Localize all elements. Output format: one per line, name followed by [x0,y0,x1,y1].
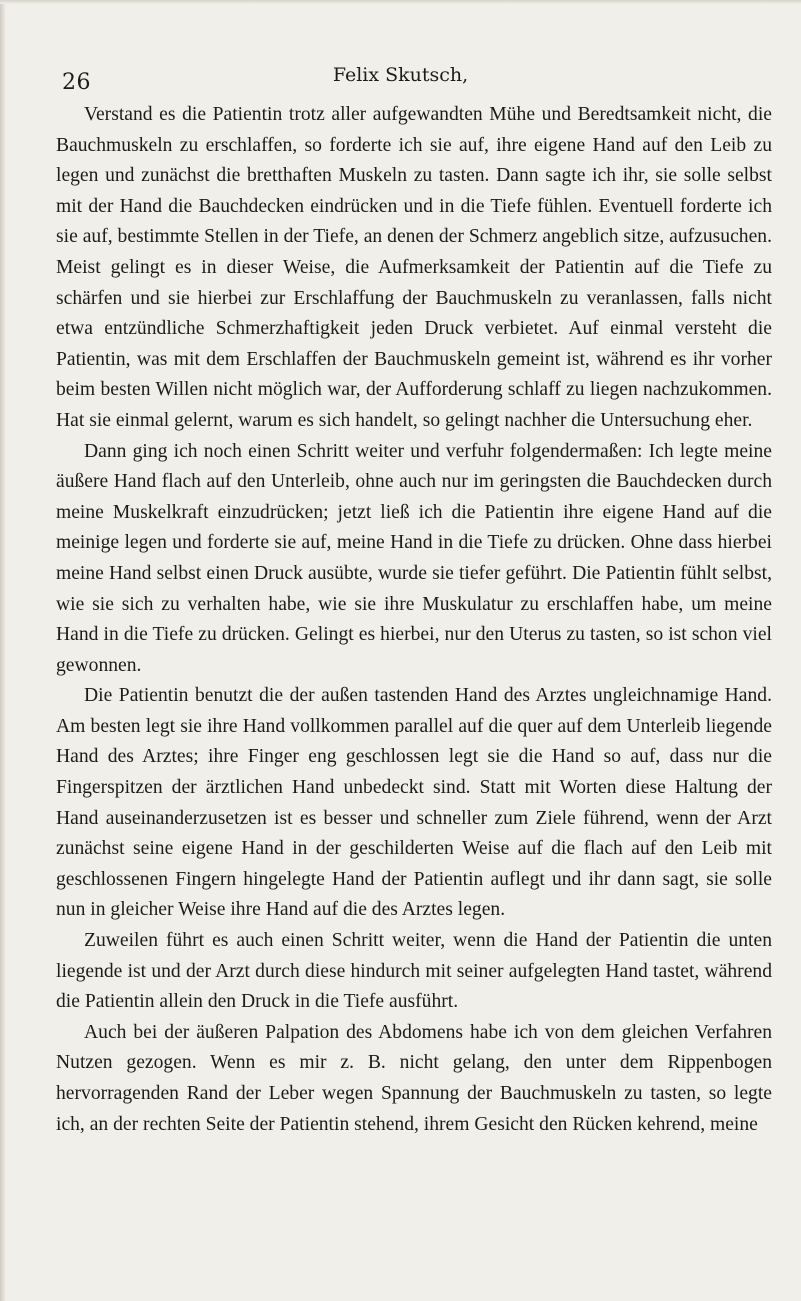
page-header [48,60,753,94]
scan-edge-top [0,0,801,4]
paragraph: Zuweilen führt es auch einen Schritt weiter, wenn die Hand der Patientin die unten liegende ist und der Arzt durch diese hindurch mit seiner aufgelegten Hand tastet, während die Patientin allein den Druck in die Tiefe ausführt. [56,930,772,1013]
running-head: Felix Skutsch, [332,64,469,86]
paragraph: Auch bei der äußeren Palpation des Abdomens habe ich von dem gleichen Verfahren Nutzen gezogen. Wenn es mir z. B. nicht gelang, den unter dem Rippenbogen hervorragenden Rand der Leber wegen Spannung der Bauchmuskeln zu tasten, so legte ich, an der rechten Seite der Patientin stehend, ihrem Gesicht den Rücken kehrend, meine [56,1021,772,1135]
page-number: 26 [62,70,91,95]
scan-edge [0,0,6,1301]
paragraph: Verstand es die Patientin trotz aller aufgewandten Mühe und Beredtsamkeit nicht, die Bauchmuskeln zu erschlaffen, so forderte ich sie auf, ihre eigene Hand auf den Leib zu legen und zunächst die bretthaften Muskeln zu tasten. Dann sagte ich ihr, sie solle selbst mit der Hand die Bauchdecken eindrücken und in die Tiefe fühlen. Eventuell forderte ich sie auf, bestimmte Stellen in der Tiefe, an denen der Schmerz angeblich sitze, aufzusuchen. Meist gelingt es in dieser Weise, die Aufmerksamkeit der Patientin auf die Tiefe zu schärfen und sie hierbei zur Erschlaffung der Bauchmuskeln zu veranlassen, falls nicht etwa entzündliche Schmerzhaftigkeit jeden Druck verbietet. Auf einmal versteht die Patientin, was mit dem Erschlaffen der Bauchmuskeln gemeint ist, während es ihr vorher beim besten Willen nicht möglich war, der Aufforderung schlaff zu liegen nachzukommen. Hat sie einmal gelernt, warum es sich handelt, so gelingt nachher die Untersuchung eher. [56,104,772,431]
paragraph: Die Patientin benutzt die der außen tastenden Hand des Arztes ungleichnamige Hand. Am besten legt sie ihre Hand vollkommen parallel auf die quer auf dem Unterleib liegende Hand des Arztes; ihre Finger eng geschlossen legt sie die Hand so auf, dass nur die Fingerspitzen der ärztlichen Hand unbedeckt sind. Statt mit Worten diese Haltung der Hand auseinanderzusetzen ist es besser und schneller zum Ziele führend, wenn der Arzt zunächst seine eigene Hand in der geschilderten Weise auf die flach auf den Leib mit geschlossenen Fingern hingelegte Hand der Patientin auflegt und ihr dann sagt, sie solle nun in gleicher Weise ihre Hand auf die des Arztes legen. [56,685,772,921]
paragraph: Dann ging ich noch einen Schritt weiter und verfuhr folgendermaßen: Ich legte meine äußere Hand flach auf den Unterleib, ohne auch nur im geringsten die Bauchdecken durch meine Muskelkraft einzudrücken; jetzt ließ ich die Patientin ihre eigene Hand auf die meinige legen und forderte sie auf, meine Hand in die Tiefe zu drücken. Ohne dass hierbei meine Hand selbst einen Druck ausübte, wurde sie tiefer geführt. Die Patientin fühlt selbst, wie sie sich zu verhalten habe, wie sie ihre Muskulatur zu erschlaffen habe, um meine Hand in die Tiefe zu drücken. Gelingt es hierbei, nur den Uterus zu tasten, so ist schon viel gewonnen. [56,440,772,676]
body-text [56,100,772,1140]
